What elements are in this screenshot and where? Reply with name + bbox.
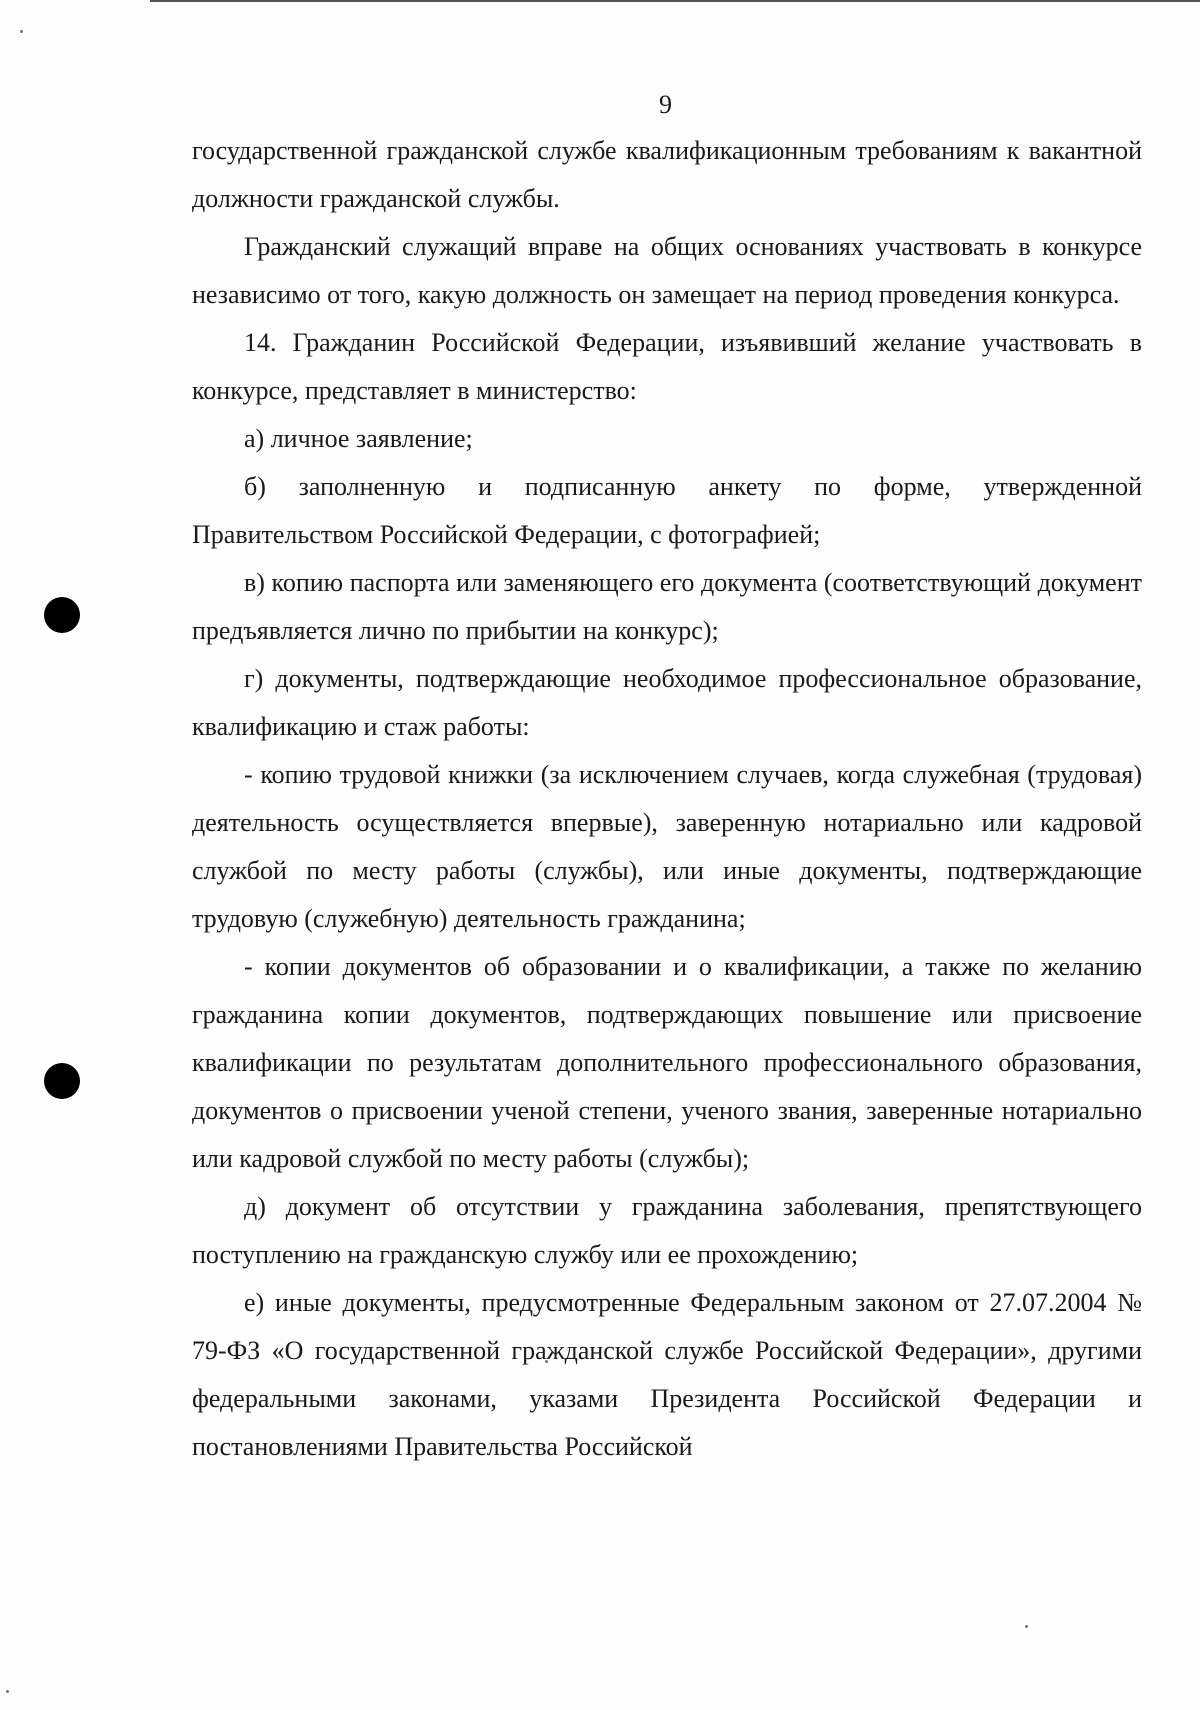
paragraph: 14. Гражданин Российской Федерации, изъявивший желание участвовать в конкурсе, представляет в министерство: <box>192 328 1142 405</box>
scan-speck <box>20 30 23 33</box>
paragraph: - копию трудовой книжки (за исключением случаев, когда служебная (трудовая) деятельность осуществляется впервые), заверенную нотариально или кадровой службой по месту работы (службы), или иные документы, подтверждающие трудовую (служебную) деятельность гражданина; <box>192 760 1142 933</box>
paragraph: в) копию паспорта или заменяющего его документа (соответствующий документ предъявляется лично по прибытии на конкурс); <box>192 568 1142 645</box>
paragraph: д) документ об отсутствии у гражданина заболевания, препятствующего поступлению на гражданскую службу или ее прохождению; <box>192 1192 1142 1269</box>
paragraph: г) документы, подтверждающие необходимое профессиональное образование, квалификацию и стаж работы: <box>192 664 1142 741</box>
paragraph: а) личное заявление; <box>244 424 473 453</box>
punch-hole <box>44 1063 80 1099</box>
paragraph: государственной гражданской службе квалификационным требованиям к вакантной должности гражданской службы. <box>192 136 1142 213</box>
paragraph: е) иные документы, предусмотренные Федеральным законом от 27.07.2004 № 79-ФЗ «О государственной гражданской службе Российской Федерации», другими федеральными законами, указами Президента Российской Федерации и постановлениями Правительства Российской <box>192 1288 1142 1461</box>
document-body <box>192 127 1142 1471</box>
punch-hole <box>44 597 80 633</box>
paragraph: - копии документов об образовании и о квалификации, а также по желанию гражданина копии документов, подтверждающих повышение или присвоение квалификации по результатам дополнительного профессионального образования, документов о присвоении ученой степени, ученого звания, заверенные нотариально или кадровой службой по месту работы (службы); <box>192 952 1142 1173</box>
page-number: 9 <box>659 90 672 119</box>
scan-speck <box>6 1690 9 1693</box>
scan-speck <box>1025 1625 1028 1628</box>
paragraph: Гражданский служащий вправе на общих основаниях участвовать в конкурсе независимо от того, какую должность он замещает на период проведения конкурса. <box>192 232 1142 309</box>
paragraph: б) заполненную и подписанную анкету по форме, утвержденной Правительством Российской Федерации, с фотографией; <box>192 472 1142 549</box>
scan-top-edge <box>150 0 1200 2</box>
